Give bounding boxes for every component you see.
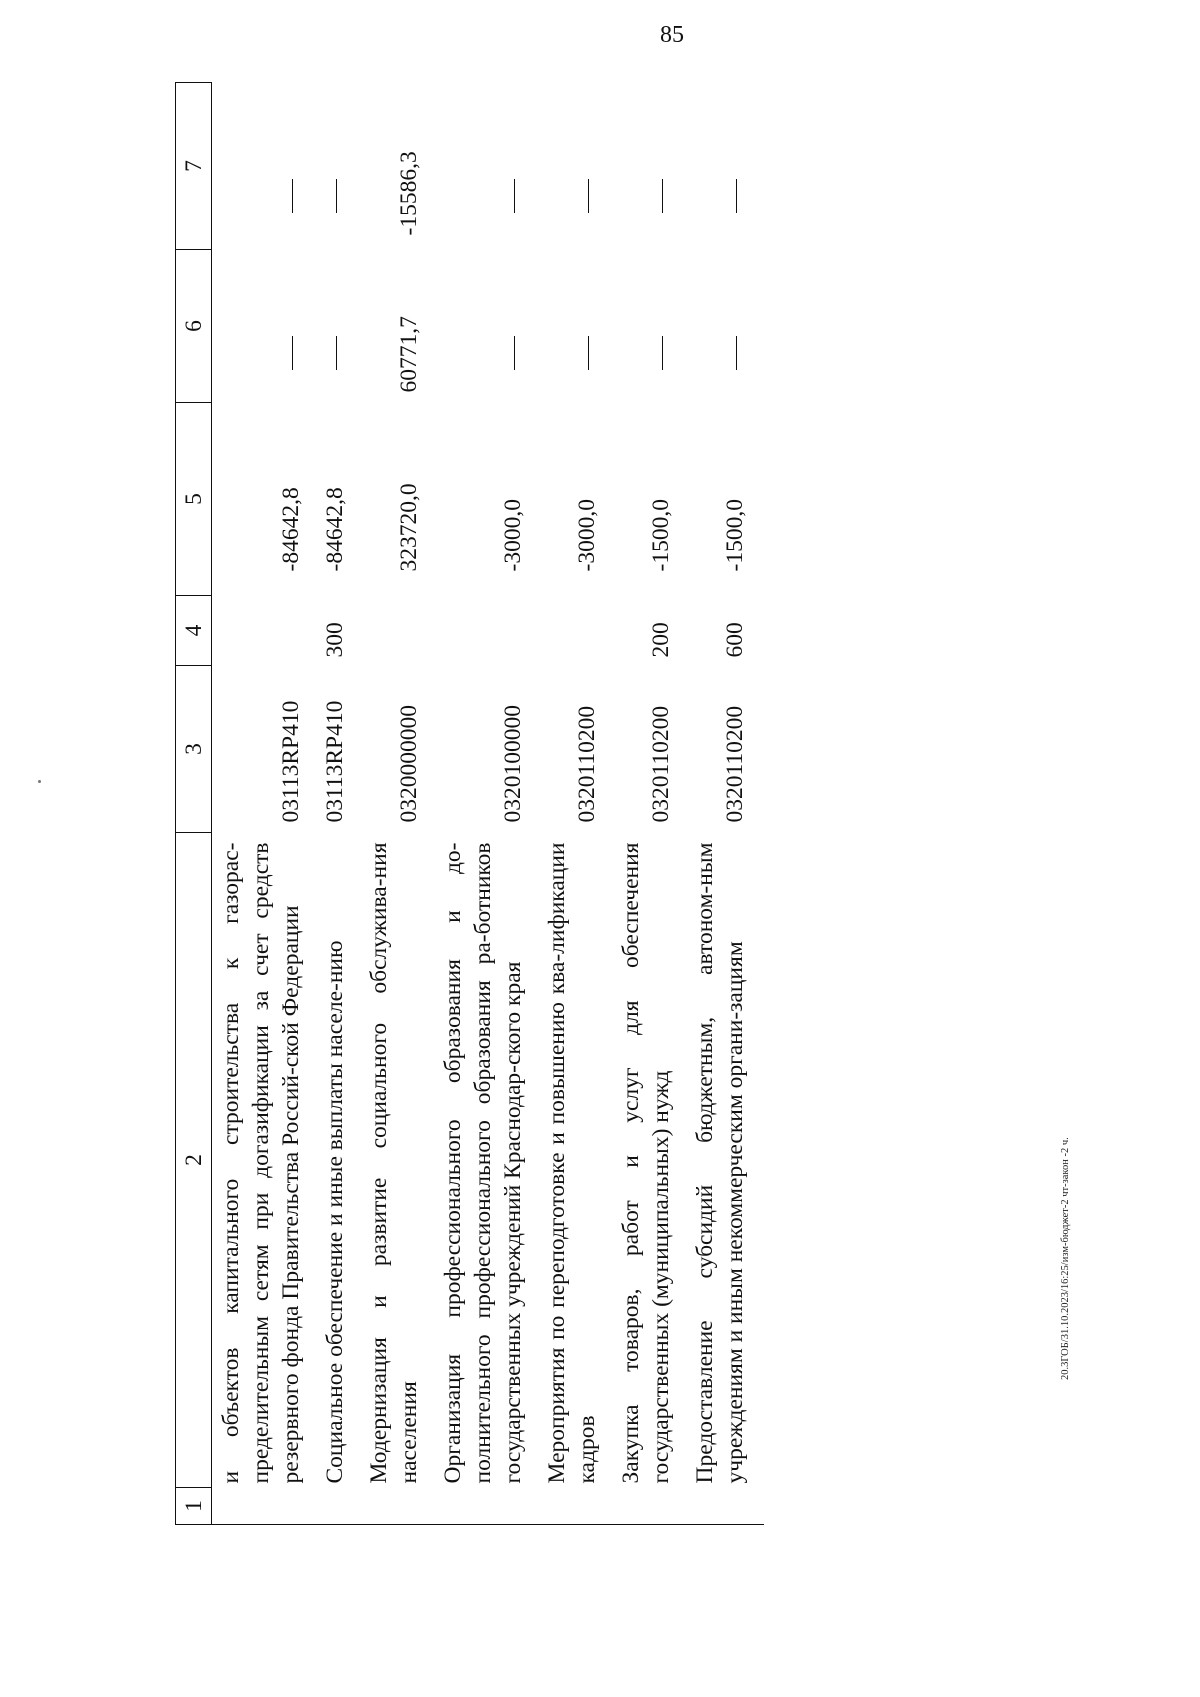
header-col-4: 4: [176, 596, 212, 666]
header-col-5: 5: [176, 403, 212, 596]
row-code: 03113RP410: [278, 700, 304, 823]
row-amount-col6: [690, 250, 764, 403]
scan-speck: [38, 780, 41, 783]
dash-mark: [736, 337, 738, 371]
header-col-7: 7: [176, 83, 212, 250]
row-code: 03113RP410: [322, 700, 348, 823]
row-amount-col5: -1500,0: [648, 499, 674, 572]
dash-mark: [336, 337, 338, 371]
row-expense-type: [212, 596, 321, 666]
row-name: Организация профессионального образования и до-полнительного профессионального образования ра-ботников государственных учреждений Краснодар-ского края: [440, 842, 526, 1484]
row-index-cell: [364, 1488, 438, 1525]
dash-mark: [736, 180, 738, 214]
row-amount-col6: [542, 250, 616, 403]
row-expense-type: 300: [322, 622, 348, 658]
rotated-table-container: [175, 83, 1135, 1525]
row-amount-col6: [616, 250, 690, 403]
dash-mark: [588, 337, 590, 371]
dash-mark: [588, 180, 590, 214]
dash-mark: [662, 337, 664, 371]
document-footer-code: 20.3ГОБ/31.10.2023/16:25/изм-бюджет-2 чт-закон -2 ч.: [1060, 1137, 1071, 1380]
row-amount-col6: [320, 250, 364, 403]
row-code: 0320100000: [500, 705, 526, 823]
row-amount-col5: -3000,0: [500, 499, 526, 572]
row-amount-col5: -1500,0: [722, 499, 748, 572]
row-code: 0320110200: [574, 705, 600, 823]
row-code: 0320110200: [722, 705, 748, 823]
header-col-3: 3: [176, 666, 212, 833]
table-row: [320, 83, 364, 1525]
header-col-1: 1: [176, 1488, 212, 1525]
table-row: [438, 83, 542, 1525]
row-amount-col7: [542, 83, 616, 250]
row-amount-col5: -84642,8: [278, 487, 304, 572]
row-amount-col5: -84642,8: [322, 487, 348, 572]
row-name: Социальное обеспечение и иные выплаты населе-нию: [322, 940, 348, 1484]
row-amount-col7: [212, 83, 321, 250]
row-amount-col7: -15586,3: [396, 151, 422, 236]
row-code: 0320000000: [396, 705, 422, 823]
table-row: [542, 83, 616, 1525]
row-index-cell: [438, 1488, 542, 1525]
budget-table: [175, 82, 764, 1525]
row-amount-col6: [438, 250, 542, 403]
table-row: [212, 83, 321, 1525]
row-name: Закупка товаров, работ и услуг для обеспечения государственных (муниципальных) нужд: [618, 842, 674, 1484]
table-header-row: [176, 83, 212, 1525]
row-expense-type: [542, 596, 616, 666]
dash-mark: [336, 180, 338, 214]
row-index-cell: [690, 1488, 764, 1525]
table-row: [616, 83, 690, 1525]
row-name: Мероприятия по переподготовке и повышению ква-лификации кадров: [544, 842, 600, 1484]
dash-mark: [292, 180, 294, 214]
table-row: [364, 83, 438, 1525]
header-col-2: 2: [176, 833, 212, 1488]
row-amount-col7: [320, 83, 364, 250]
row-amount-col7: [690, 83, 764, 250]
row-amount-col6: 60771,7: [396, 316, 422, 393]
row-amount-col7: [616, 83, 690, 250]
row-index-cell: [616, 1488, 690, 1525]
row-expense-type: [364, 596, 438, 666]
row-name: Модернизация и развитие социального обслужива-ния населения: [366, 842, 422, 1484]
row-amount-col6: [212, 250, 321, 403]
row-index-cell: [542, 1488, 616, 1525]
row-amount-col5: -3000,0: [574, 499, 600, 572]
row-index-cell: [212, 1488, 321, 1525]
row-expense-type: 200: [648, 622, 674, 658]
dash-mark: [292, 337, 294, 371]
dash-mark: [662, 180, 664, 214]
row-amount-col7: [438, 83, 542, 250]
row-index-cell: [320, 1488, 364, 1525]
dash-mark: [514, 337, 516, 371]
dash-mark: [514, 180, 516, 214]
row-amount-col5: 323720,0: [396, 483, 422, 572]
header-col-6: 6: [176, 250, 212, 403]
table-row: [690, 83, 764, 1525]
row-name: Предоставление субсидий бюджетным, автоном-ным учреждениям и иным некоммерческим органи-зациям: [692, 842, 748, 1484]
row-name: и объектов капитального строительства к газорас-пределительным сетям при догазификации за счет средств резервного фонда Правительства Россий-ской Федерации: [218, 842, 304, 1484]
row-code: 0320110200: [648, 705, 674, 823]
row-expense-type: 600: [722, 622, 748, 658]
row-expense-type: [438, 596, 542, 666]
page-number: 85: [660, 22, 684, 48]
